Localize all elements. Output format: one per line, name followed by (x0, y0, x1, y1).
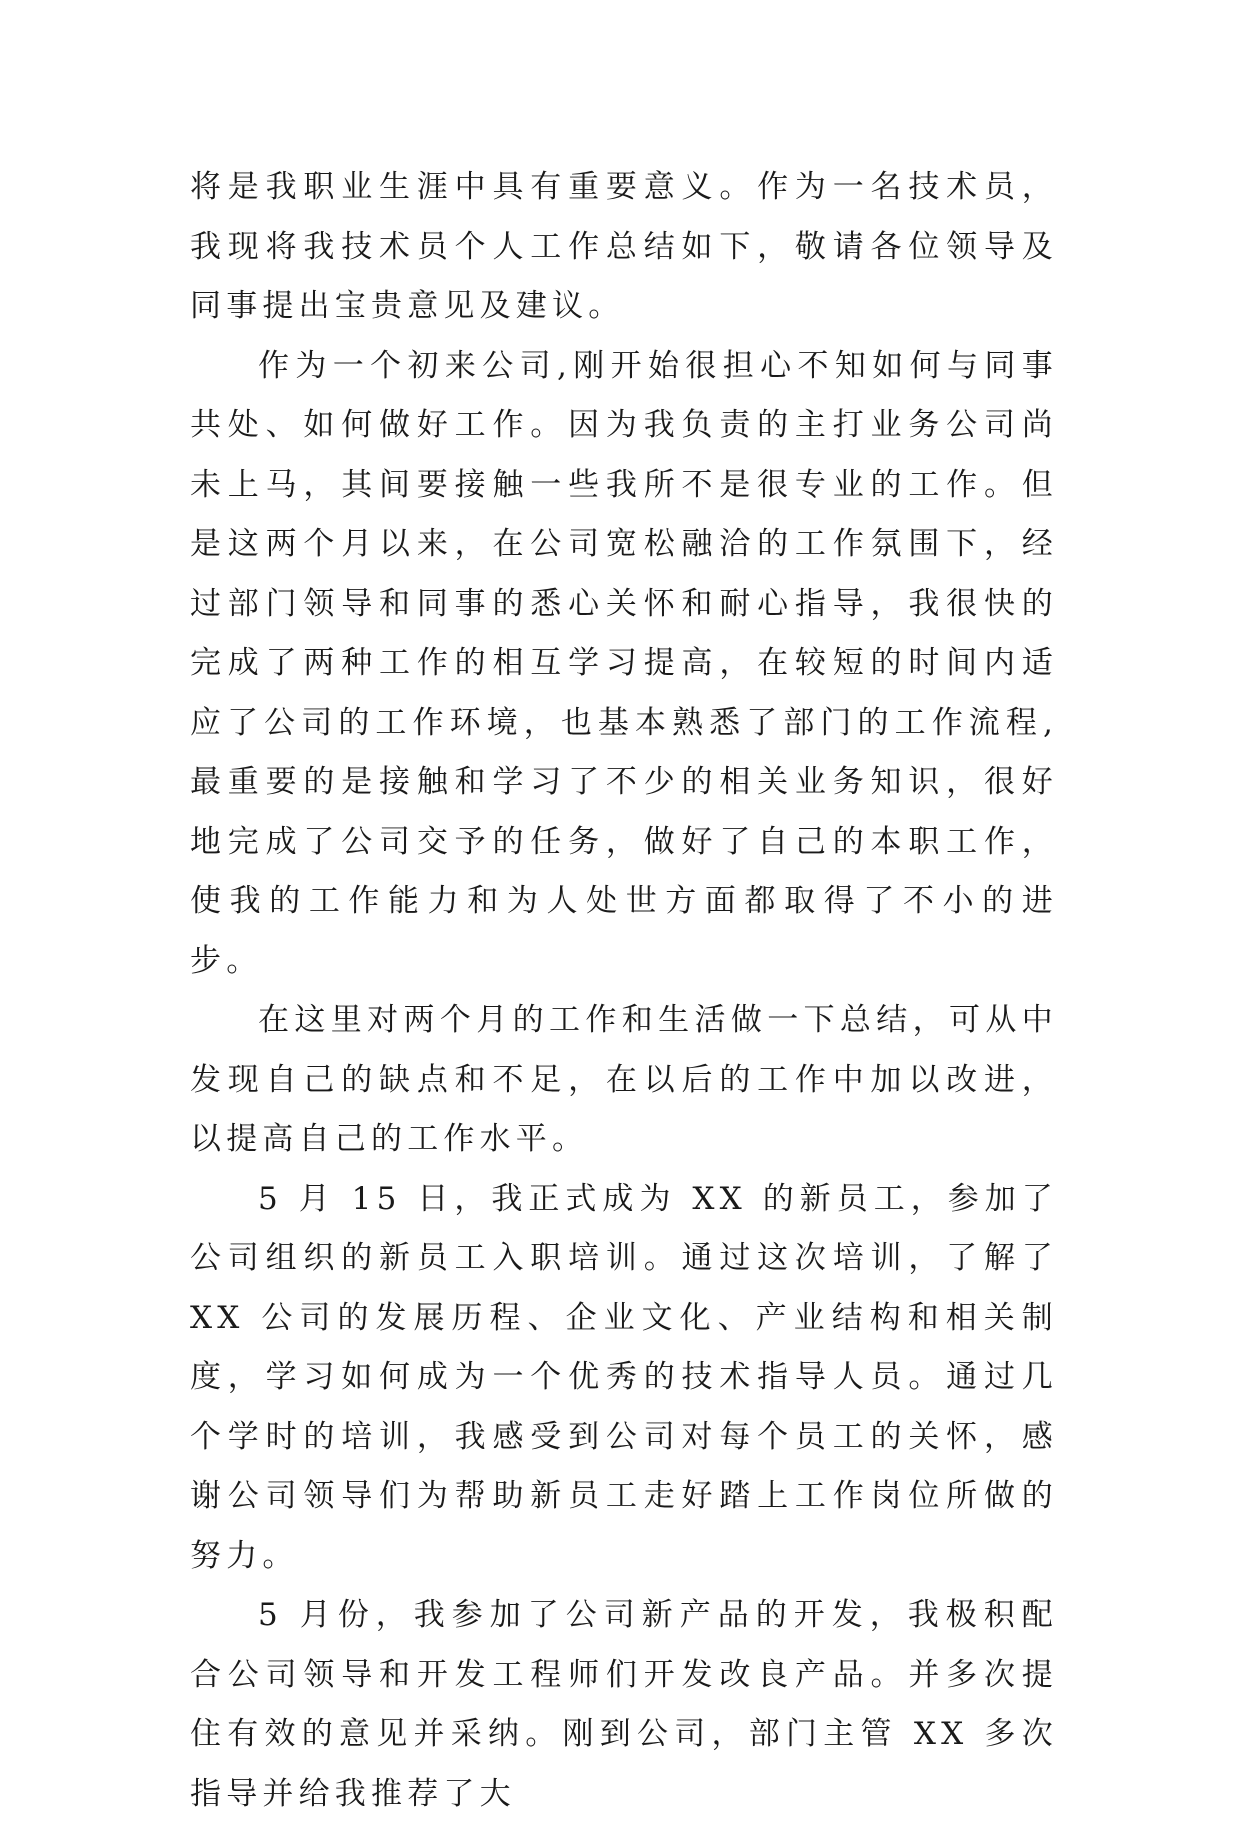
paragraph-4: 5 月 15 日，我正式成为 XX 的新员工，参加了公司组织的新员工入职培训。通过这次培训，了解了 XX 公司的发展历程、企业文化、产业结构和相关制度，学习如何成为一个优秀的技术指导人员。通过几个学时的培训，我感受到公司对每个员工的关怀，感谢公司领导们为帮助新员工走好踏上工作岗位所做的努力。 (190, 1180, 1058, 1574)
paragraph-1: 将是我职业生涯中具有重要意义。作为一名技术员，我现将我技术员个人工作总结如下，敬请各位领导及同事提出宝贵意见及建议。 (190, 169, 1058, 324)
document-body (190, 158, 1058, 1824)
paragraph-3: 在这里对两个月的工作和生活做一下总结，可从中发现自己的缺点和不足，在以后的工作中加以改进，以提高自己的工作水平。 (190, 1002, 1058, 1157)
paragraph-5: 5 月份，我参加了公司新产品的开发，我极积配合公司领导和开发工程师们开发改良产品。并多次提住有效的意见并采纳。刚到公司，部门主管 XX 多次指导并给我推荐了大 (190, 1597, 1058, 1812)
paragraph-2: 作为一个初来公司,刚开始很担心不知如何与同事共处、如何做好工作。因为我负责的主打业务公司尚未上马，其间要接触一些我所不是很专业的工作。但是这两个月以来，在公司宽松融洽的工作氛围下，经过部门领导和同事的悉心关怀和耐心指导，我很快的完成了两种工作的相互学习提高，在较短的时间内适应了公司的工作环境，也基本熟悉了部门的工作流程,最重要的是接触和学习了不少的相关业务知识，很好地完成了公司交予的任务，做好了自己的本职工作，使我的工作能力和为人处世方面都取得了不小的进步。 (190, 347, 1058, 979)
